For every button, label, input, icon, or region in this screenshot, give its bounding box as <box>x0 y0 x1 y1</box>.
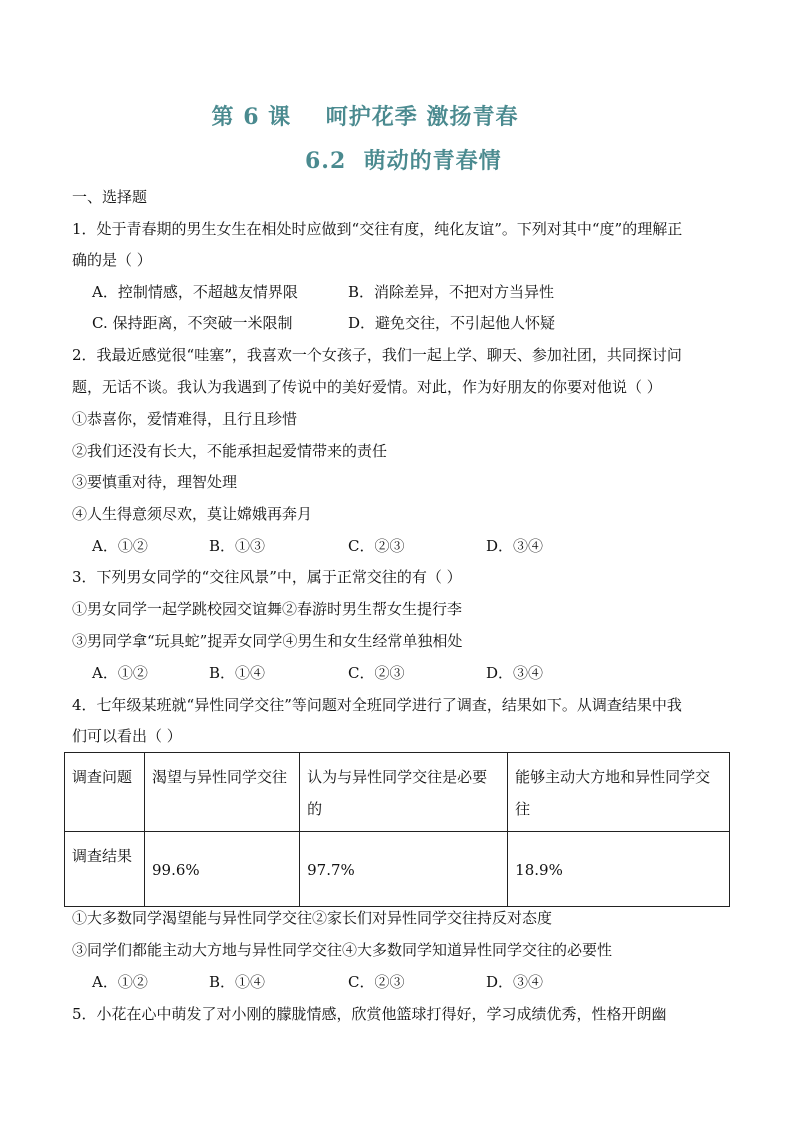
table-cell: 99.6% <box>144 832 299 907</box>
q2-statement-4: ④人生得意须尽欢，莫让嫦娥再奔月 <box>72 505 313 523</box>
q3-statements-1-2: ①男女同学一起学跳校园交谊舞②春游时男生帮女生提行李 <box>72 600 463 618</box>
q2-option-c: C．②③ <box>348 537 405 555</box>
table-header-cell: 能够主动大方地和异性同学交往 <box>508 753 730 832</box>
q3-statements-3-4: ③男同学拿“玩具蛇”捉弄女同学④男生和女生经常单独相处 <box>72 632 463 650</box>
q2-stem-line1: 2．我最近感觉很“哇塞”，我喜欢一个女孩子，我们一起上学、聊天、参加社团，共同探讨问 <box>72 346 682 364</box>
q2-option-d: D．③④ <box>486 537 544 555</box>
q3-option-c: C．②③ <box>348 664 405 682</box>
q3-option-b: B．①④ <box>209 664 266 682</box>
q1-option-a: A．控制情感，不超越友情界限 <box>92 283 298 301</box>
q2-option-b: B．①③ <box>209 537 266 555</box>
table-header-cell: 调查问题 <box>65 753 145 832</box>
q2-statement-1: ①恭喜你，爱情难得，且行且珍惜 <box>72 410 298 428</box>
section-title: 6.2 萌动的青春情 <box>305 148 502 174</box>
table-header-cell: 认为与异性同学交往是必要的 <box>300 753 508 832</box>
q4-option-a: A．①② <box>92 973 148 991</box>
lesson-title: 第 6 课 呵护花季 激扬青春 <box>211 104 519 130</box>
table-cell: 97.7% <box>300 832 508 907</box>
q4-option-b: B．①④ <box>209 973 266 991</box>
table-cell: 18.9% <box>508 832 730 907</box>
q1-stem-line2: 确的是（ ） <box>72 251 152 269</box>
q1-option-b: B．消除差异，不把对方当异性 <box>348 283 555 301</box>
q2-stem-line2: 题，无话不谈。我认为我遇到了传说中的美好爱情。对此，作为好朋友的你要对他说（ ） <box>72 378 662 396</box>
q1-stem-line1: 1．处于青春期的男生女生在相处时应做到“交往有度，纯化友谊”。下列对其中“度”的理解正 <box>72 220 683 238</box>
q4-statements-1-2: ①大多数同学渴望能与异性同学交往②家长们对异性同学交往持反对态度 <box>72 909 553 927</box>
q4-option-d: D．③④ <box>486 973 544 991</box>
table-cell: 调查结果 <box>65 832 145 907</box>
table-row <box>65 753 730 832</box>
table-header-cell: 渴望与异性同学交往 <box>144 753 299 832</box>
q4-statements-3-4: ③同学们都能主动大方地与异性同学交往④大多数同学知道异性同学交往的必要性 <box>72 941 613 959</box>
q4-option-c: C．②③ <box>348 973 405 991</box>
q3-stem: 3．下列男女同学的“交往风景”中，属于正常交往的有（ ） <box>72 568 462 586</box>
survey-table <box>64 752 730 907</box>
table-row <box>65 832 730 907</box>
q5-stem-line1: 5．小花在心中萌发了对小刚的朦胧情感，欣赏他篮球打得好，学习成绩优秀，性格开朗幽 <box>72 1005 667 1023</box>
q2-option-a: A．①② <box>92 537 148 555</box>
q2-statement-2: ②我们还没有长大，不能承担起爱情带来的责任 <box>72 442 388 460</box>
q4-stem-line2: 们可以看出（ ） <box>72 727 182 745</box>
q4-stem-line1: 4．七年级某班就“异性同学交往”等问题对全班同学进行了调查，结果如下。从调查结果中我 <box>72 696 682 714</box>
section-heading: 一、选择题 <box>72 188 148 206</box>
q2-statement-3: ③要慎重对待，理智处理 <box>72 473 238 491</box>
q3-option-d: D．③④ <box>486 664 544 682</box>
q3-option-a: A．①② <box>92 664 148 682</box>
q1-option-d: D．避免交往，不引起他人怀疑 <box>348 314 556 332</box>
q1-option-c: C. 保持距离，不突破一米限制 <box>92 314 293 332</box>
